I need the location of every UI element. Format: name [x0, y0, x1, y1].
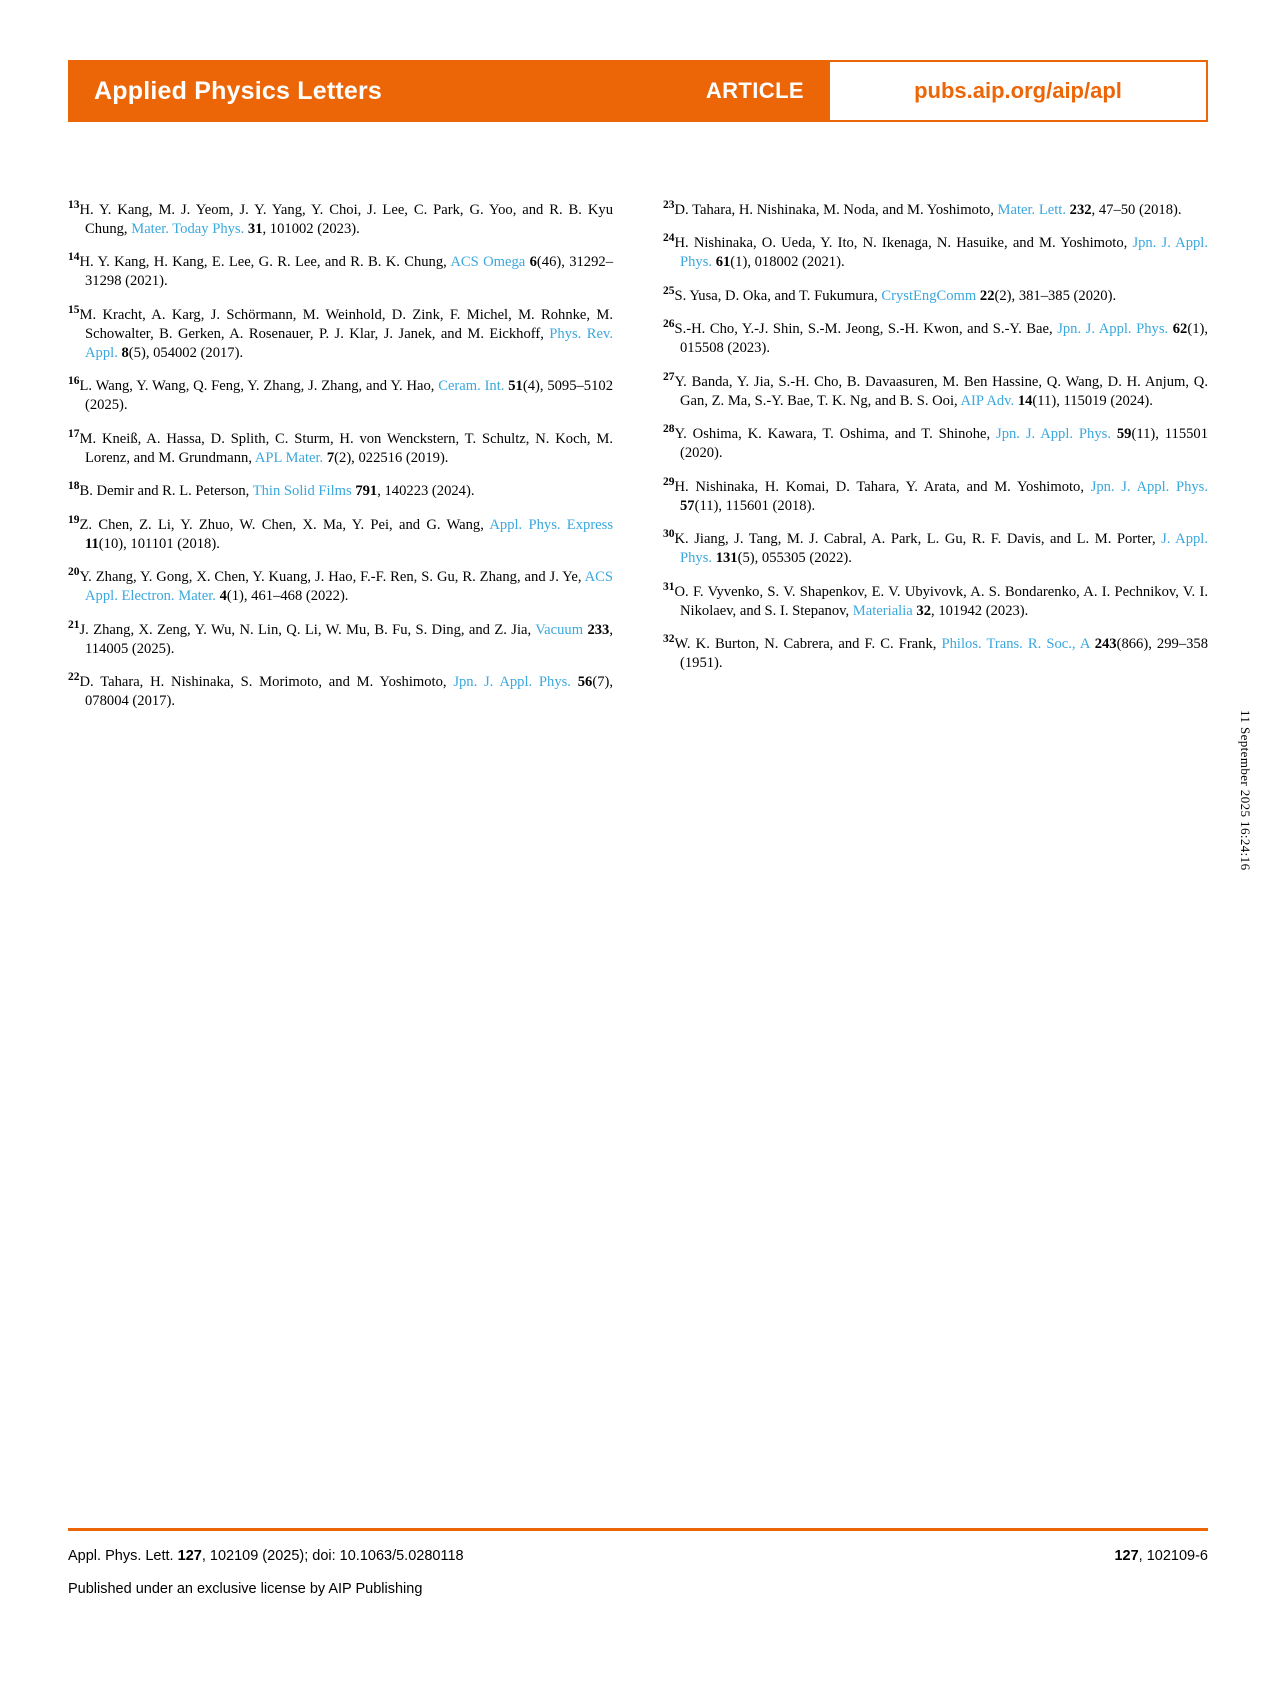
reference-text: S.-H. Cho, Y.-J. Shin, S.-M. Jeong, S.-H. Kwon, and S.-Y. Bae,	[674, 321, 1058, 338]
reference-text	[571, 674, 578, 690]
reference-text: H. Nishinaka, H. Komai, D. Tahara, Y. Arata, and M. Yoshimoto,	[674, 478, 1091, 495]
reference-journal-link[interactable]: Philos. Trans. R. Soc., A	[941, 636, 1090, 653]
reference-volume: 61	[715, 254, 731, 271]
reference-journal-link[interactable]: Phys. Rev. Appl.	[85, 325, 613, 361]
reference-text: Z. Chen, Z. Li, Y. Zhuo, W. Chen, X. Ma, Y. Pei, and G. Wang,	[79, 516, 490, 533]
reference-journal-link[interactable]: Jpn. J. Appl. Phys.	[1057, 321, 1169, 338]
reference-volume: 32	[916, 602, 932, 619]
reference-item	[68, 568, 613, 606]
reference-text: H. Y. Kang, H. Kang, E. Lee, G. R. Lee, and R. B. K. Chung,	[79, 254, 451, 271]
reference-text: L. Wang, Y. Wang, Q. Feng, Y. Zhang, J. Zhang, and Y. Hao,	[79, 378, 439, 395]
reference-volume: 62	[1172, 321, 1188, 338]
reference-text: (1), 018002 (2021).	[730, 254, 845, 271]
reference-number: 18	[68, 480, 80, 493]
reference-journal-link[interactable]: Mater. Lett.	[997, 201, 1066, 218]
reference-journal-link[interactable]: CrystEngComm	[881, 287, 977, 304]
reference-text: S. Yusa, D. Oka, and T. Fukumura,	[674, 287, 882, 304]
reference-text: Y. Zhang, Y. Gong, X. Chen, Y. Kuang, J. Hao, F.-F. Ren, S. Gu, R. Zhang, and J. Ye,	[79, 569, 585, 586]
header-banner	[68, 60, 830, 122]
reference-volume: 8	[121, 344, 129, 361]
reference-volume: 22	[979, 287, 995, 304]
reference-text: (46), 31292–31298 (2021).	[85, 254, 613, 290]
reference-text: (7), 078004 (2017).	[85, 674, 614, 710]
reference-item	[663, 284, 1208, 306]
reference-text: M. Kneiß, A. Hassa, D. Splith, C. Sturm, H. von Wenckstern, T. Schultz, N. Koch, M. Lorenz, and M. Grundmann,	[79, 430, 613, 466]
reference-text: (11), 115601 (2018).	[694, 497, 816, 514]
reference-number: 17	[68, 427, 80, 440]
references-section	[68, 186, 1208, 713]
reference-journal-link[interactable]: APL Mater.	[254, 449, 324, 466]
reference-text: (10), 101101 (2018).	[98, 535, 220, 552]
reference-number: 21	[68, 618, 80, 631]
citation-volume: 127	[177, 1548, 202, 1564]
reference-item	[663, 370, 1208, 411]
reference-text: O. F. Vyvenko, S. V. Shapenkov, E. V. Ubyivovk, A. S. Bondarenko, A. I. Pechnikov, V. I. Nikolaev, and S. I. Stepanov,	[674, 583, 1208, 619]
reference-text: (1), 461–468 (2022).	[226, 588, 349, 605]
reference-text: , 47–50 (2018).	[1091, 201, 1182, 218]
reference-journal-link[interactable]: Ceram. Int.	[438, 378, 505, 395]
reference-number: 25	[663, 284, 675, 297]
license-note: Published under an exclusive license by AIP Publishing	[68, 1581, 423, 1597]
reference-journal-link[interactable]: ACS Omega	[450, 254, 526, 271]
citation-prefix: Appl. Phys. Lett.	[68, 1548, 178, 1564]
reference-number: 14	[68, 251, 80, 264]
reference-item	[68, 253, 613, 291]
citation-rest: , 102109 (2025); doi: 10.1063/5.0280118	[201, 1548, 464, 1564]
reference-item	[68, 513, 614, 554]
reference-item	[68, 303, 613, 363]
reference-item	[68, 427, 613, 468]
reference-item	[663, 583, 1208, 621]
reference-journal-link[interactable]: Vacuum	[535, 621, 584, 638]
reference-item	[68, 618, 613, 659]
reference-text: (11), 115501 (2020).	[680, 426, 1209, 462]
footer-divider	[68, 1528, 1208, 1531]
reference-text: D. Tahara, H. Nishinaka, S. Morimoto, and M. Yoshimoto,	[79, 674, 454, 691]
reference-journal-link[interactable]: Materialia	[852, 602, 913, 619]
reference-item	[68, 482, 613, 501]
reference-text: (5), 054002 (2017).	[128, 344, 244, 361]
reference-volume: 56	[577, 674, 593, 691]
reference-item	[663, 530, 1208, 568]
page-number: , 102109-6	[1138, 1548, 1208, 1564]
reference-volume: 791	[355, 483, 378, 500]
reference-text: H. Y. Kang, M. J. Yeom, J. Y. Yang, Y. Choi, J. Lee, C. Park, G. Yoo, and R. B. Kyu Chung,	[79, 201, 613, 237]
reference-journal-link[interactable]: Mater. Today Phys.	[131, 220, 245, 237]
citation-line	[68, 1548, 464, 1564]
page-volume: 127	[1114, 1548, 1139, 1564]
reference-volume: 232	[1069, 201, 1092, 218]
reference-volume: 233	[587, 621, 610, 638]
reference-number: 27	[663, 370, 675, 383]
reference-number: 29	[663, 475, 675, 488]
reference-journal-link[interactable]: ACS Appl. Electron. Mater.	[85, 569, 613, 605]
reference-journal-link[interactable]: Jpn. J. Appl. Phys.	[453, 674, 571, 691]
reference-text: (1), 015508 (2023).	[680, 321, 1209, 357]
page-footer	[68, 1548, 1208, 1597]
reference-text: (4), 5095–5102 (2025).	[85, 378, 613, 414]
reference-volume: 31	[247, 220, 263, 237]
reference-item	[663, 234, 1208, 272]
reference-text: , 101002 (2023).	[262, 220, 360, 237]
reference-text: (11), 115019 (2024).	[1032, 392, 1153, 409]
reference-number: 23	[663, 198, 675, 211]
reference-item	[663, 198, 1208, 220]
reference-item	[663, 635, 1208, 673]
reference-volume: 4	[219, 588, 227, 605]
reference-number: 26	[663, 318, 675, 331]
reference-journal-link[interactable]: AIP Adv.	[960, 392, 1015, 409]
reference-number: 24	[663, 232, 675, 245]
article-type-label: ARTICLE	[705, 78, 804, 103]
reference-item	[68, 198, 613, 239]
reference-volume: 6	[529, 254, 537, 271]
reference-text: H. Nishinaka, O. Ueda, Y. Ito, N. Ikenaga, N. Hasuike, and M. Yoshimoto,	[674, 235, 1133, 252]
reference-item	[68, 377, 613, 415]
references-column-right	[663, 186, 1208, 713]
reference-text: (5), 055305 (2022).	[737, 550, 852, 567]
reference-volume: 11	[85, 535, 99, 552]
references-column-left	[68, 186, 613, 713]
reference-number: 32	[663, 633, 675, 646]
reference-text: D. Tahara, H. Nishinaka, M. Noda, and M. Yoshimoto,	[674, 201, 998, 218]
reference-text: , 101942 (2023).	[931, 602, 1029, 619]
reference-text: Y. Oshima, K. Kawara, T. Oshima, and T. Shinohe,	[674, 426, 997, 443]
reference-number: 20	[68, 566, 80, 579]
reference-number: 28	[663, 423, 675, 436]
journal-url-link[interactable]: pubs.aip.org/aip/apl	[914, 78, 1122, 103]
reference-volume: 51	[508, 378, 523, 395]
reference-volume: 57	[680, 497, 695, 514]
download-timestamp: 11 September 2025 16:24:16	[1238, 710, 1253, 871]
reference-item	[663, 475, 1209, 516]
reference-number: 15	[68, 303, 80, 316]
reference-journal-link[interactable]: J. Appl. Phys.	[680, 531, 1209, 567]
reference-journal-link[interactable]: Thin Solid Films	[252, 483, 352, 500]
reference-text: K. Jiang, J. Tang, M. J. Cabral, A. Park, L. Gu, R. F. Davis, and L. M. Porter,	[674, 531, 1162, 548]
reference-text: B. Demir and R. L. Peterson,	[79, 483, 253, 500]
reference-text: M. Kracht, A. Karg, J. Schörmann, M. Weinhold, D. Zink, F. Michel, M. Rohnke, M. Schowalter, B. Gerken, A. Rosenauer, P. J. Klar, J. Janek, and M. Eickhoff,	[79, 306, 613, 342]
reference-text: (2), 022516 (2019).	[334, 449, 449, 466]
reference-journal-link[interactable]: Jpn. J. Appl. Phys.	[1090, 478, 1209, 495]
reference-text: Y. Banda, Y. Jia, S.-H. Cho, B. Davaasuren, M. Ben Hassine, Q. Wang, D. H. Anjum, Q. Gan, Z. Ma, S.-Y. Bae, T. K. Ng, and B. S. Ooi,	[674, 373, 1208, 409]
reference-number: 22	[68, 671, 80, 684]
reference-text: (2), 381–385 (2020).	[994, 287, 1117, 304]
reference-text: , 114005 (2025).	[85, 621, 613, 657]
page-number-line	[1114, 1548, 1208, 1564]
reference-number: 30	[663, 528, 675, 541]
reference-item	[663, 425, 1208, 463]
reference-volume: 243	[1094, 636, 1117, 653]
reference-item	[663, 320, 1208, 358]
page-header	[68, 60, 1208, 122]
reference-journal-link[interactable]: Jpn. J. Appl. Phys.	[996, 426, 1111, 443]
reference-volume: 59	[1116, 426, 1132, 443]
reference-volume: 131	[715, 550, 738, 567]
reference-text: (866), 299–358 (1951).	[680, 636, 1209, 672]
journal-title: Applied Physics Letters	[94, 76, 383, 105]
reference-number: 16	[68, 375, 80, 388]
reference-item	[68, 673, 613, 711]
reference-volume: 14	[1017, 392, 1033, 409]
reference-text: J. Zhang, X. Zeng, Y. Wu, N. Lin, Q. Li, W. Mu, B. Fu, S. Ding, and Z. Jia,	[79, 621, 536, 638]
reference-journal-link[interactable]: Appl. Phys. Express	[489, 516, 614, 533]
reference-text: , 140223 (2024).	[377, 483, 475, 500]
reference-number: 19	[68, 513, 80, 526]
reference-number: 31	[663, 581, 675, 594]
reference-journal-link[interactable]: Jpn. J. Appl. Phys.	[680, 235, 1209, 271]
journal-url-box	[830, 60, 1208, 122]
reference-number: 13	[68, 198, 80, 211]
reference-text: W. K. Burton, N. Cabrera, and F. C. Frank,	[674, 636, 942, 653]
reference-volume: 7	[326, 449, 335, 466]
